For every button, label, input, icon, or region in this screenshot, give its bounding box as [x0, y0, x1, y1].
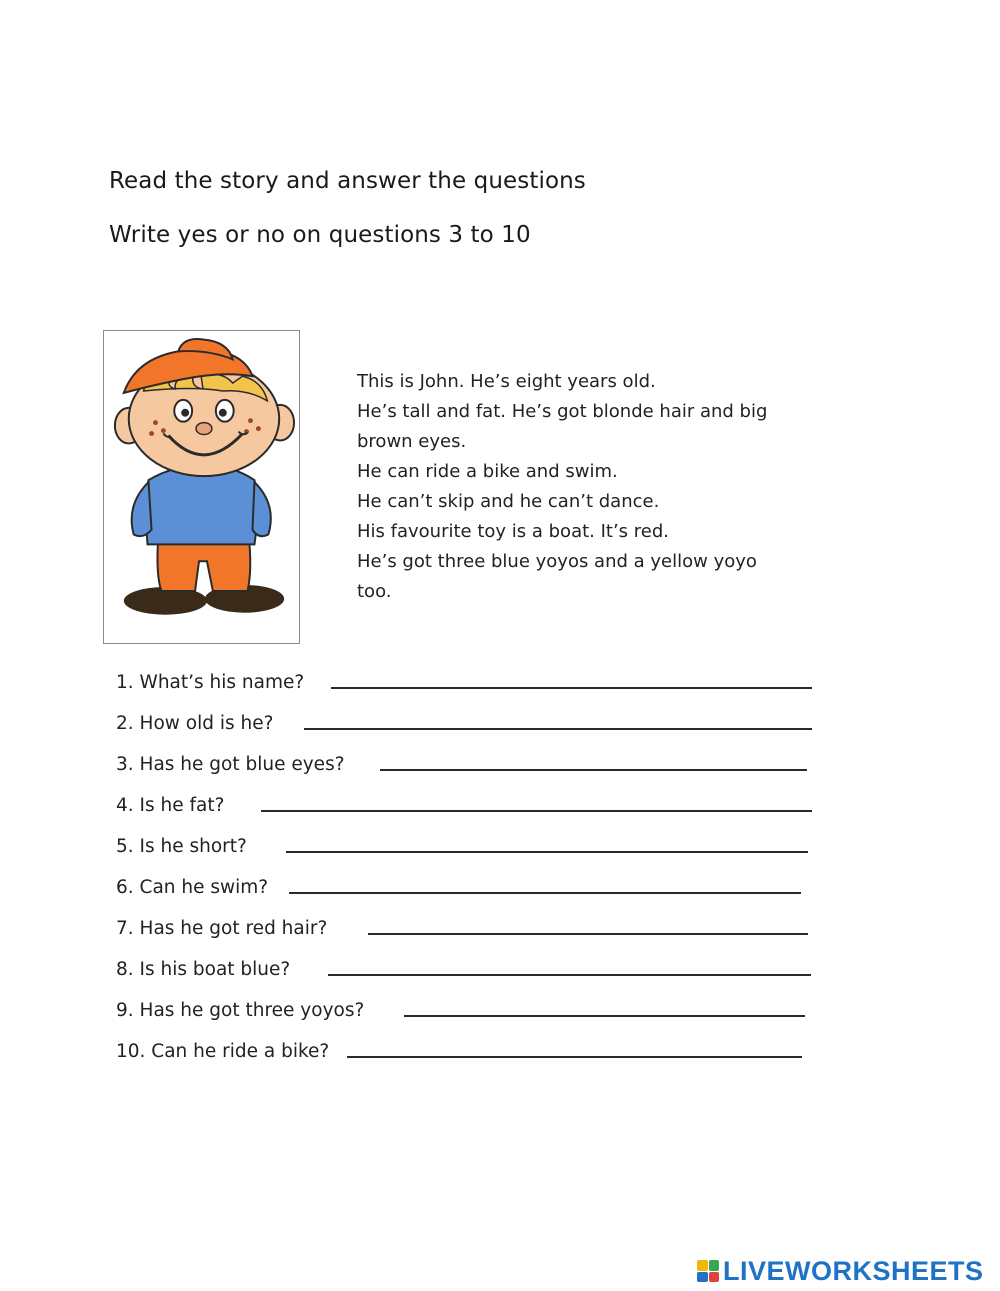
question-3-text: 3. Has he got blue eyes?	[116, 754, 345, 775]
answer-10-field[interactable]	[347, 1056, 802, 1058]
answer-1-field[interactable]	[331, 687, 812, 689]
question-10	[116, 1033, 329, 1063]
liveworksheets-logo	[697, 1256, 984, 1286]
question-7	[116, 910, 327, 940]
story-line: He can’t skip and he can’t dance.	[357, 491, 660, 512]
answer-6-field[interactable]	[289, 892, 801, 894]
question-4	[116, 787, 224, 817]
story-line: He’s tall and fat. He’s got blonde hair and big	[357, 401, 768, 422]
answer-4-field[interactable]	[261, 810, 812, 812]
question-6-text: 6. Can he swim?	[116, 877, 269, 898]
question-10-text: 10. Can he ride a bike?	[116, 1041, 330, 1062]
mark-square-3	[697, 1272, 708, 1283]
mark-square-1	[697, 1260, 708, 1271]
question-1	[116, 664, 304, 694]
question-9	[116, 992, 364, 1022]
story-line: His favourite toy is a boat. It’s red.	[357, 521, 670, 542]
question-2	[116, 705, 273, 735]
question-8-text: 8. Is his boat blue?	[116, 959, 291, 980]
question-2-text: 2. How old is he?	[116, 713, 274, 734]
question-9-text: 9. Has he got three yoyos?	[116, 1000, 365, 1021]
question-6	[116, 869, 268, 899]
answer-7-field[interactable]	[368, 933, 808, 935]
boy-illustration-frame	[103, 330, 300, 644]
liveworksheets-mark-icon	[697, 1260, 719, 1282]
mark-square-2	[709, 1260, 720, 1271]
instruction-write-yes-no: Write yes or no on questions 3 to 10	[109, 222, 531, 248]
question-8	[116, 951, 290, 981]
answer-9-field[interactable]	[404, 1015, 805, 1017]
answer-8-field[interactable]	[328, 974, 811, 976]
answer-5-field[interactable]	[286, 851, 808, 853]
question-3	[116, 746, 345, 776]
answer-3-field[interactable]	[380, 769, 807, 771]
story-line: He can ride a bike and swim.	[357, 461, 618, 482]
story-line: He’s got three blue yoyos and a yellow yoyo	[357, 551, 757, 572]
question-5	[116, 828, 247, 858]
answer-2-field[interactable]	[304, 728, 812, 730]
story-line: This is John. He’s eight years old.	[357, 371, 656, 392]
question-4-text: 4. Is he fat?	[116, 795, 225, 816]
question-7-text: 7. Has he got red hair?	[116, 918, 328, 939]
instruction-read-story: Read the story and answer the questions	[109, 168, 586, 194]
story-line: brown eyes.	[357, 431, 467, 452]
question-1-text: 1. What’s his name?	[116, 672, 305, 693]
mark-square-4	[709, 1272, 720, 1283]
story-line: too.	[357, 581, 392, 602]
liveworksheets-brand-text: LIVEWORKSHEETS	[723, 1255, 984, 1286]
story-text	[357, 367, 827, 607]
question-5-text: 5. Is he short?	[116, 836, 247, 857]
cartoon-boy-icon	[104, 331, 299, 643]
